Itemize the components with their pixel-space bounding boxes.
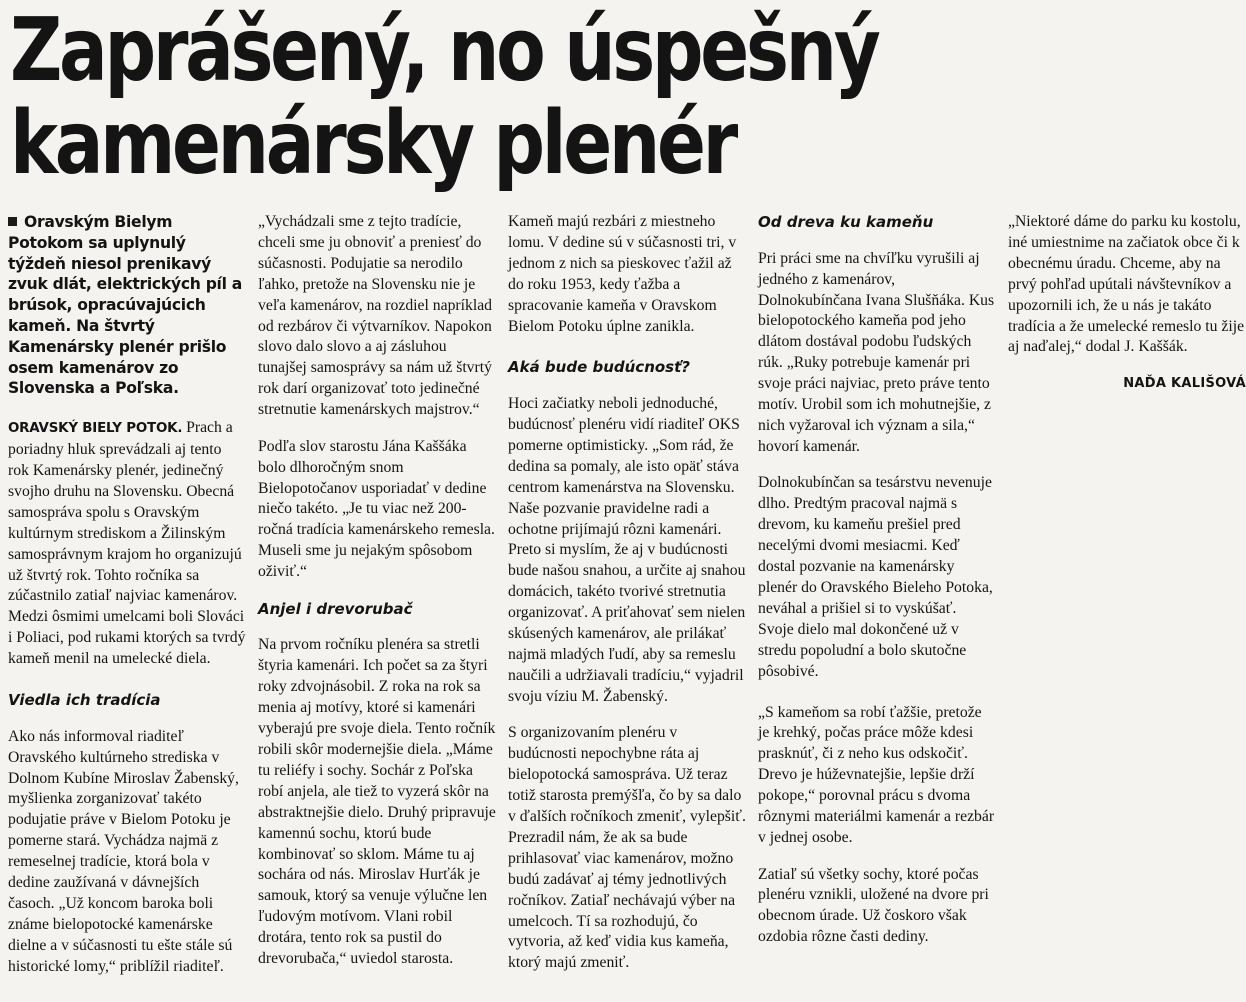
- paragraph: „Niektoré dáme do parku ku kostolu, iné umiestnime na začiatok obce či k obecnému úradu. Chceme, aby na prvý pohľad upútali návštevníkov a upozornili ich, že u nás je takáto tradícia a že umelecké remeslo tu žije aj naďalej,“ dodal J. Kaššák.: [1008, 213, 1245, 356]
- subheading: Viedla ich tradícia: [8, 691, 161, 710]
- paragraph: Pri práci sme na chvíľku vyrušili aj jedného z kamenárov, Dolnokubínčana Ivana Slušňáka. Kus bielopotockého kameňa pod jeho dlátom dostával podobu ľudských rúk. „Ruky potrebuje kamenár pri svoje práci najviac, preto práve tento motív. Urobil som ich mohutnejšie, z nich vyžaroval ich význam a sila,“ hovorí kamenár.: [758, 249, 995, 455]
- dateline: ORAVSKÝ BIELY POTOK.: [8, 421, 183, 437]
- paragraph-text: Prach a poriadny hluk sprevádzali aj tento rok Kamenársky plenér, jedinečný svojho druhu na Slovensku. Obecná samospráva spolu s Oravským kultúrnym strediskom a Žilinským samosprávnym krajom ho organizujú už štvrtý rok. Tohto ročníka sa zúčastnilo zatiaľ najviac kamenárov. Medzi ôsmimi umelcami boli Slováci i Poliaci, pod rukami ktorých sa tvrdý kameň menil na umelecké diela.: [8, 419, 246, 668]
- author-signature: NAĎA KALIŠOVÁ: [1123, 376, 1246, 392]
- paragraph: Dolnokubínčan sa tesárstvu nevenuje dlho. Predtým pracoval najmä s drevom, ku kameňu prešiel pred necelými dvomi mesiacmi. Keď dostal pozvanie na kamenársky plenér do Oravského Bieleho Potoka, neváhal a prišiel si to vyskúšať. Svoje dielo mal dokončené už v stredu popoludní a bolo skutočne pôsobivé.: [758, 474, 993, 680]
- paragraph: S organizovaním plenéru v budúcnosti nepochybne ráta aj bielopotocká samospráva. Už teraz totiž starosta premýšľa, čo by sa dalo v ďalších ročníkoch zmeniť, vylepšiť. Prezradil nám, že ak sa bude prihlasovať viac kamenárov, možno budú zadávať aj témy jednotlivých ročníkov. Zatiaľ nechávajú výber na umelcoch. Tí sa rozhodujú, čo vytvoria, až keď vidia kus kameňa, ktorý majú zmeniť.: [508, 724, 746, 972]
- headline-line-1: Zaprášený, no úspešný: [10, 0, 878, 101]
- article-lead: [8, 212, 246, 399]
- headline-line-2: kamenársky plenér: [10, 92, 735, 194]
- paragraph: „S kameňom sa robí ťažšie, pretože je krehký, počas práce môže kdesi prasknúť, či z neho kus odskočiť. Drevo je húževnatejšie, lepšie drží pokope,“ porovnal prácu s dvoma rôznymi materiálmi kamenár a rezbár v jednej osobe.: [758, 703, 995, 846]
- paragraph: [8, 418, 246, 670]
- article-body: [8, 212, 1246, 997]
- paragraph: Na prvom ročníku plenéra sa stretli štyria kamenári. Ich počet sa za štyri roky zdvojnásobil. Z roka na rok sa menia aj motívy, ktoré si kamenári vyberajú pre svoje diela. Tento ročník robili skôr modernejšie diela. „Máme tu reliéfy i sochy. Sochár z Poľska robí anjela, ale tiež to vyzerá skôr na abstraktnejšie dielo. Druhý pripravuje kamennú sochu, ktorú bude kombinovať so sklom. Máme tu aj sochára od nás. Miroslav Hurťák je samouk, ktorý sa venuje výlučne len ľudovým motívom. Vlani robil drotára, tento rok sa pustil do drevorubača,“ uviedol starosta.: [258, 636, 496, 968]
- subheading: Aká bude budúcnosť?: [508, 358, 690, 377]
- lead-text: Oravským Bielym Potokom sa uplynulý týždeň niesol prenikavý zvuk dlát, elektrických píl a brúsok, opracúvajúcich kameň. Na štvrtý Kamenársky plenér prišlo osem kamenárov zo Slovenska a Poľska.: [8, 213, 242, 398]
- paragraph: Ako nás informoval riaditeľ Oravského kultúrneho strediska v Dolnom Kubíne Miroslav Žabenský, myšlienka zorganizovať takéto podujatie práve v Bielom Potoku je pomerne stará. Vychádza najmä z remeselnej tradície, ktorá bola v dedine zaužívaná v dávnejších časoch. „Už koncom baroka boli známe bielopotocké kamenárske dielne a v súčasnosti tu ešte stále sú historické lomy,“ priblížil riaditeľ. „Vychádzali sme z tejto tradície, chceli sme ju obnoviť a preniesť do súčasnosti. Podujatie sa nerodilo ľahko, pretože na Slovensku nie je veľa kamenárov, na rozdiel napríklad od rezbárov či výtvarníkov. Napokon slovo dalo slovo a aj zásluhou tunajšej samosprávy sa nám už štvrtý rok darí organizovať toto jedinečné stretnutie kamenárskych majstrov.“: [8, 213, 493, 975]
- article-flow-host: [8, 212, 1246, 997]
- square-bullet-icon: [8, 217, 17, 226]
- paragraph: Hoci začiatky neboli jednoduché, budúcnosť plenéru vidí riaditeľ OKS pomerne optimisticky. „Som rád, že dedina sa pomaly, ale isto opäť stáva centrom kamenárstva na Slovensku. Naše pozvanie pravidelne radi a ochotne prijímajú rôzni kamenári. Preto si myslím, že aj v budúcnosti bude našou snahou, a určite aj snahou domácich, takéto tvorivé stretnutia organizovať. A priťahovať sem nielen skúsených kamenárov, ale prilákať najmä mladých ľudí, aby sa remeslu naučili a udržiavali tradíciu,“ vyjadril svoju víziu M. Žabenský.: [508, 395, 746, 705]
- paragraph: Kameň majú rezbári z miestneho lomu. V dedine sú v súčasnosti tri, v jednom z nich sa pieskovec ťažil až do roku 1953, kedy ťažba a spracovanie kameňa v Oravskom Bielom Potoku úplne zanikla.: [508, 213, 737, 335]
- headline: [10, 0, 878, 194]
- paragraph: Podľa slov starostu Jána Kaššáka bolo dlhoročným snom Bielopotočanov usporiadať v dedine niečo takéto. „Je tu viac než 200-ročná tradícia kamenárskeho remesla. Museli sme ju nejakým spôsobom oživiť.“: [258, 437, 495, 581]
- paragraph: Zatiaľ sú všetky sochy, ktoré počas plenéru vznikli, uložené na dvore pri obecnom úrade. Už čoskoro však ozdobia rôzne časti dediny.: [758, 865, 989, 946]
- subheading: Od dreva ku kameňu: [758, 213, 934, 231]
- subheading: Anjel i drevorubač: [258, 599, 413, 618]
